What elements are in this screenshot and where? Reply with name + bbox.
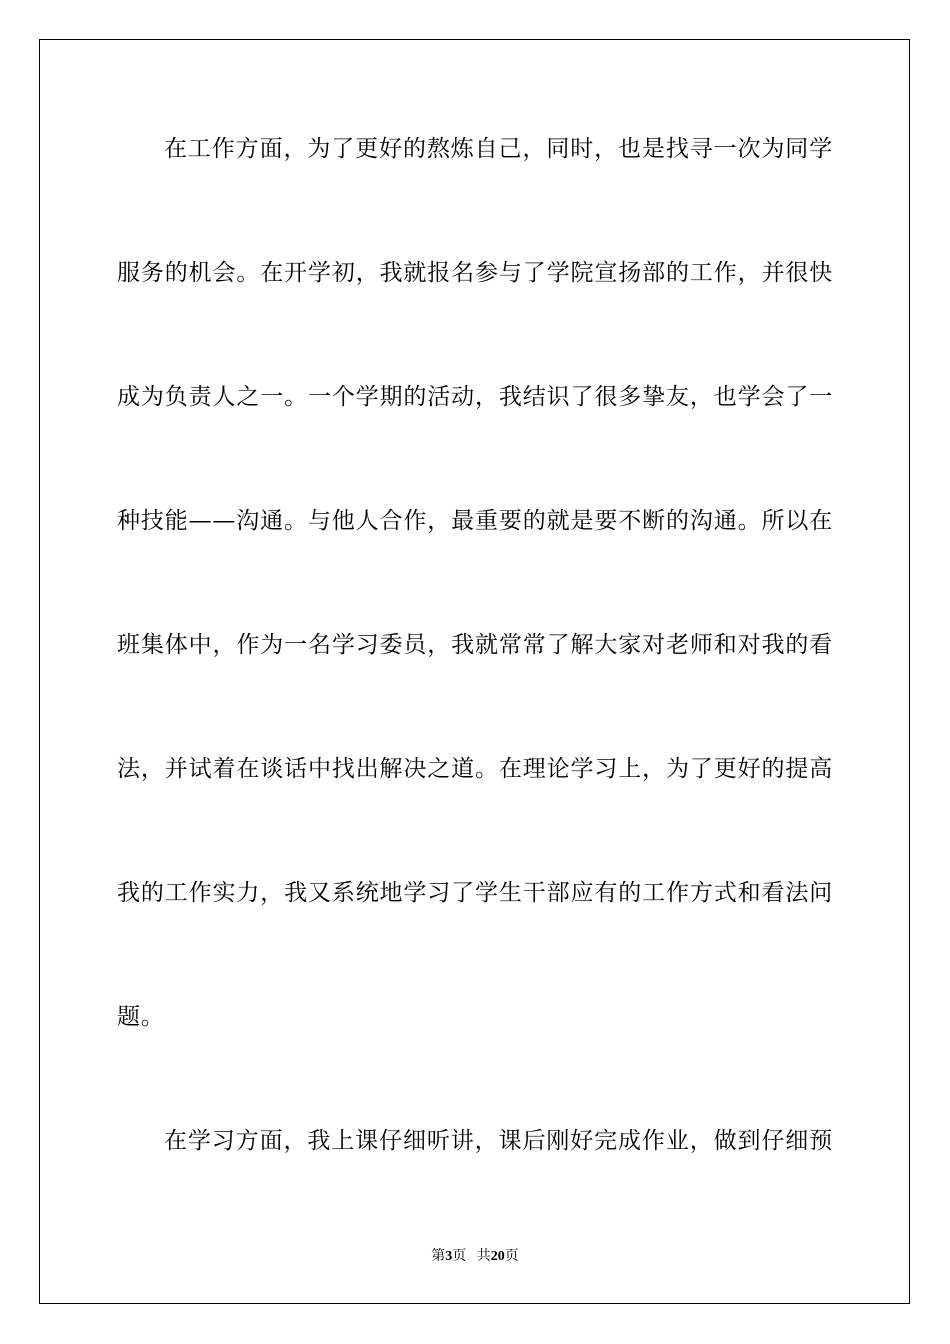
footer-total-number: 20 bbox=[490, 1249, 505, 1264]
footer-total-prefix: 共 bbox=[476, 1249, 491, 1264]
page-footer bbox=[0, 1248, 950, 1266]
paragraph-line-4: 种技能——沟通。与他人合作，最重要的就是要不断的沟通。所以在 bbox=[117, 508, 833, 534]
footer-total-suffix: 页 bbox=[504, 1249, 519, 1264]
footer-page-number: 3 bbox=[445, 1249, 453, 1264]
paragraph-line-1: 在工作方面，为了更好的熬炼自己，同时，也是找寻一次为同学 bbox=[164, 136, 833, 162]
paragraph2-line-1: 在学习方面，我上课仔细听讲，课后刚好完成作业，做到仔细预 bbox=[164, 1128, 833, 1154]
paragraph-line-2: 服务的机会。在开学初，我就报名参与了学院宣扬部的工作，并很快 bbox=[117, 260, 833, 286]
paragraph-line-6: 法，并试着在谈话中找出解决之道。在理论学习上，为了更好的提高 bbox=[117, 756, 833, 782]
paragraph-line-8: 题。 bbox=[117, 1004, 165, 1030]
paragraph-line-3: 成为负责人之一。一个学期的活动，我结识了很多挚友，也学会了一 bbox=[117, 384, 833, 410]
page-border bbox=[39, 39, 910, 1304]
paragraph-line-7: 我的工作实力，我又系统地学习了学生干部应有的工作方式和看法问 bbox=[117, 880, 833, 906]
footer-page-suffix: 页 bbox=[452, 1249, 467, 1264]
paragraph-line-5: 班集体中，作为一名学习委员，我就常常了解大家对老师和对我的看 bbox=[117, 632, 833, 658]
footer-page-prefix: 第 bbox=[431, 1249, 446, 1264]
